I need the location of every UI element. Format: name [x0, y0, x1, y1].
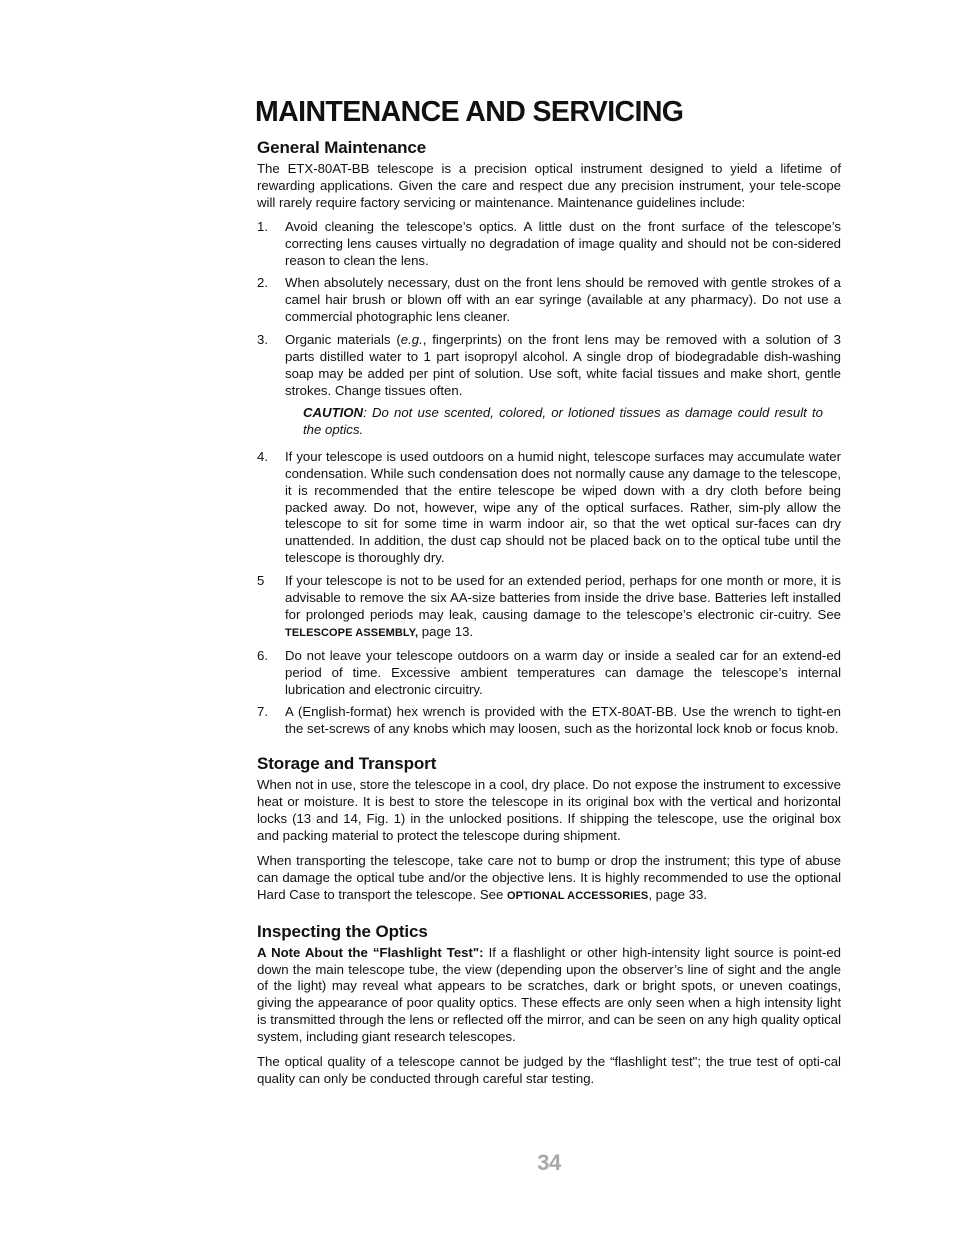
list-text: Avoid cleaning the telescope’s optics. A little dust on the front surface of the telescope’s correcting lens causes virtually no degradation of image quality and should not be con-sidered reason to clean the lens.	[285, 218, 841, 268]
list-text-part: page 13.	[418, 623, 474, 639]
paragraph-part: If a flashlight or other high-intensity light source is point-ed down the main telescope tube, the view (depending upon the observer’s line of sight and the angle of the light) may reveal what appears to be scratches, dark or bright spots, or uneven coatings, giving the appearance of poor quality optics. These effects are only seen when a high intensity light is transmitted through the lens or reflected off the mirror, and can be seen on any high quality optical system, including giant research telescopes.	[257, 944, 842, 1045]
note-label: A Note About the “Flashlight Test":	[257, 944, 484, 960]
paragraph-part: , page 33.	[648, 886, 708, 902]
list-number: 2.	[257, 275, 268, 291]
list-item	[257, 648, 841, 699]
list-number: 5	[257, 573, 265, 589]
page-title: MAINTENANCE AND SERVICING	[255, 96, 684, 128]
list-item	[257, 219, 841, 270]
list-number: 7.	[257, 704, 268, 720]
storage-paragraph	[257, 853, 841, 905]
list-text: If your telescope is used outdoors on a humid night, telescope surfaces may accumulate water condensation. While such condensation does not normally cause any damage to the telescope, it is recommended that the entire telescope be wiped down with a dry cloth before being packed away. Do not, however, wipe any of the optical surfaces. Rather, sim-ply allow the telescope to sit for some time in warm indoor air, so that the wet optical sur-faces can dry unattended. In addition, the dust cap should not be placed back on to the optical tube until the telescope is thoroughly dry.	[285, 448, 841, 566]
list-item	[257, 332, 841, 439]
page-number: 34	[537, 1150, 561, 1175]
page-content	[257, 136, 841, 1088]
storage-section	[257, 752, 841, 904]
caution-label: CAUTION	[303, 404, 364, 420]
cross-reference: TELESCOPE ASSEMBLY,	[285, 626, 419, 639]
list-text	[285, 573, 841, 642]
paragraph-part: When transporting the telescope, take care not to bump or drop the instrument; this type of abuse can damage the optical tube and/or the objective lens. It is highly recommended to use the optional Hard Case to transport the telescope. See	[257, 852, 841, 902]
list-text-part: ). Do not use a commercial photographic lens cleaner.	[285, 292, 841, 325]
list-text: A (English-format) hex wrench is provided with the ETX-80AT-BB. Use the wrench to tight-en the set-screws of any knobs which may loosen, such as the horizontal lock knob or focus knob.	[285, 704, 841, 737]
optics-paragraph: The optical quality of a telescope cannot be judged by the “flashlight test"; the true test of opti-cal quality can only be conducted through careful star testing.	[257, 1054, 841, 1086]
list-text-part: When absolutely necessary, dust on the front lens should be removed with gentle strokes of a camel hair brush or blown off with an ear syringe (available at any pharmacy	[285, 275, 841, 308]
list-item	[257, 275, 841, 326]
list-text: Do not leave your telescope outdoors on a warm day or inside a sealed car for an extend-ed period of time. Excessive ambient temperatures can damage the telescope’s internal lubrication and electronic circuitry.	[285, 647, 841, 697]
list-number: 4.	[257, 448, 268, 464]
general-intro: The ETX-80AT-BB telescope is a precision optical instrument designed to yield a lifetime of rewarding applications. Given the care and respect due any precision instrument, your tele-scope will rarely require factory servicing or maintenance. Maintenance guidelines include:	[257, 161, 841, 210]
list-text-part: Organic materials (	[285, 332, 401, 348]
list-text-part: If your telescope is not to be used for an extended period, perhaps for one month or more, it is advisable to remove the six AA-size batteries from inside the drive base. Batteries left installed for prolonged periods may leak, causing damage to the telescope’s electronic cir-cuitry. See	[285, 573, 841, 622]
list-item	[257, 704, 841, 738]
caution-text: : Do not use scented, colored, or lotioned tissues as damage could result to the optics.	[303, 404, 823, 438]
optics-section	[257, 920, 841, 1088]
optics-paragraph	[257, 945, 841, 1046]
list-item	[257, 573, 841, 642]
section-heading-storage: Storage and Transport	[257, 754, 437, 774]
list-text	[285, 275, 841, 326]
list-number: 6.	[257, 647, 268, 663]
list-number: 3.	[257, 332, 268, 348]
cross-reference: OPTIONAL ACCESSORIES	[506, 889, 649, 902]
list-text-emphasis: e.g.	[400, 332, 423, 348]
caution-note	[303, 404, 823, 439]
section-heading-general-maintenance: General Maintenance	[257, 138, 427, 157]
maintenance-list	[257, 219, 841, 739]
list-number: 1.	[257, 218, 268, 234]
list-text-part: , fingerprints) on the front lens may be removed with a solution of 3 parts distilled water to 1 part isopropyl alcohol. A single drop of biodegradable dish-washing soap may be added per pint of solution. Use soft, white facial tissues and make short, gentle strokes. Change tissues often.	[285, 332, 841, 398]
list-item	[257, 449, 841, 567]
section-heading-optics: Inspecting the Optics	[257, 921, 428, 941]
storage-paragraph: When not in use, store the telescope in a cool, dry place. Do not expose the instrument to excessive heat or moisture. It is best to store the telescope in its original box with the vertical and horizontal locks (13 and 14, Fig. 1) in the unlocked positions. If shipping the telescope, use the original box and packing material to protect the telescope during shipment.	[257, 777, 841, 843]
list-text	[285, 332, 841, 439]
